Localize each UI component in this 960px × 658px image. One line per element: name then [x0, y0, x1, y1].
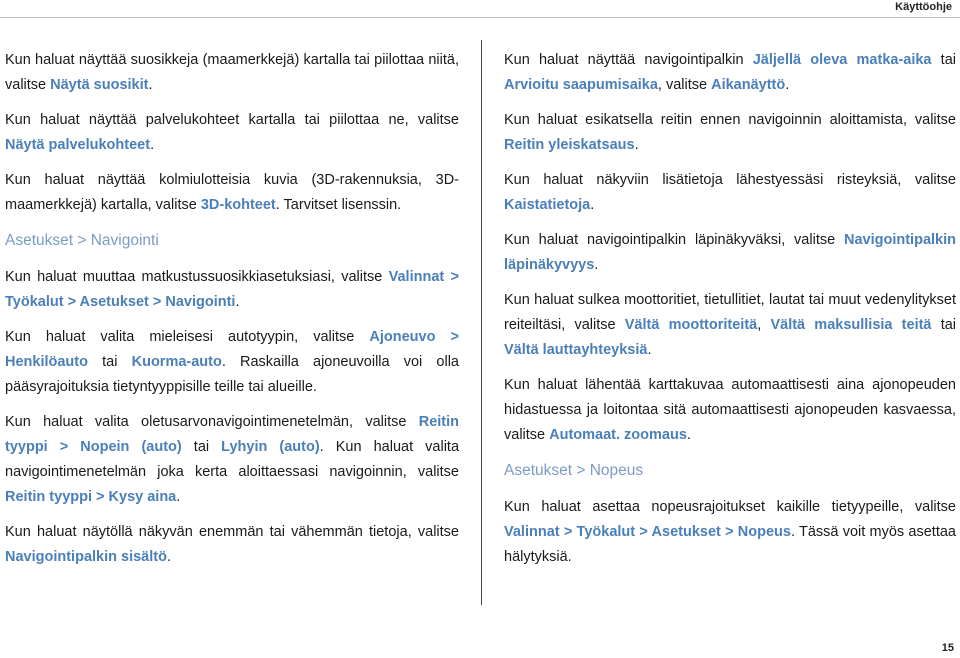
paragraph-3d: Kun haluat näyttää kolmiulotteisia kuvia (3D-rakennuksia, 3D-maamerkkejä) kartalla, valitse 3D-kohteet. Tarvitset lisenssin. [5, 172, 459, 213]
option-vehicle-car: Ajoneuvo > Henkilöauto [5, 329, 459, 370]
paragraph-favourites: Kun haluat näyttää suosikkeja (maamerkkejä) kartalla tai piilottaa niitä, valitse Näytä suosikit. [5, 52, 459, 93]
option-3d-objects: 3D-kohteet [200, 197, 276, 213]
option-navbar-transparency: Navigointipalkin läpinäkyvyys [504, 232, 956, 273]
option-avoid-toll-roads: Vältä maksullisia teitä [770, 317, 932, 333]
section-heading-navigation: Asetukset > Navigointi [5, 232, 159, 249]
option-truck: Kuorma-auto [131, 354, 222, 370]
menu-path-speed: Valinnat > Työkalut > Asetukset > Nopeus [504, 524, 791, 540]
option-avoid-motorways: Vältä moottoriteitä [624, 317, 758, 333]
option-show-service-points: Näytä palvelukohteet [5, 137, 151, 153]
option-route-shortest: Lyhyin (auto) [221, 439, 320, 455]
document-title: Käyttöohje [895, 1, 952, 13]
option-navbar-content: Navigointipalkin sisältö [5, 549, 167, 565]
paragraph-navbar-transparency: Kun haluat navigointipalkin läpinäkyväksi, valitse Navigointipalkin läpinäkyvyys. [504, 232, 956, 273]
menu-path-navigation: Valinnat > Työkalut > Asetukset > Navigointi [5, 269, 459, 310]
option-avoid-ferries: Vältä lauttayhteyksiä [504, 342, 648, 358]
paragraph-navigation-settings: Kun haluat muuttaa matkustussuosikkiasetuksiasi, valitse Valinnat > Työkalut > Asetukset > Navigointi. [5, 269, 459, 310]
option-auto-zoom: Automaat. zoomaus [549, 427, 687, 443]
paragraph-route-type: Kun haluat valita oletusarvonavigointimenetelmän, valitse Reitin tyyppi > Nopein (auto) tai Lyhyin (auto). Kun haluat valita navigointimenetelmän joka kerta aloittaessasi navigoinnin, valitse Reitin tyyppi > Kysy aina. [5, 414, 460, 505]
paragraph-avoid: Kun haluat sulkea moottoritiet, tietullitiet, lautat tai muut vedenylitykset reiteiltäsi, valitse Vältä moottoriteitä, Vältä maksullisia teitä tai Vältä lauttayhteyksiä. [504, 292, 957, 358]
option-remaining-time: Jäljellä oleva matka-aika [752, 52, 932, 68]
option-route-overview: Reitin yleiskatsaus [504, 137, 635, 153]
paragraph-lane-info: Kun haluat näkyviin lisätietoja lähestyessäsi risteyksiä, valitse Kaistatietoja. [504, 172, 956, 213]
right-column [504, 48, 956, 580]
option-eta: Arvioitu saapumisaika [504, 77, 658, 93]
paragraph-auto-zoom: Kun haluat lähentää karttakuvaa automaattisesti aina ajonopeuden hidastuessa ja loitontaa sitä automaattisesti ajonopeuden kasvaessa, valitse Automaat. zoomaus. [504, 377, 956, 443]
option-route-always-ask: Reitin tyyppi > Kysy aina [5, 489, 177, 505]
page-number: 15 [941, 642, 954, 654]
paragraph-time-display: Kun haluat näyttää navigointipalkin Jäljellä oleva matka-aika tai Arvioitu saapumisaika, valitse Aikanäyttö. [504, 52, 956, 93]
paragraph-vehicle: Kun haluat valita mieleisesi autotyypin, valitse Ajoneuvo > Henkilöauto tai Kuorma-auto. Raskailla ajoneuvoilla voi olla pääsyrajoituksia tietyntyyppisille teille tai alueille. [5, 329, 459, 395]
left-column [5, 48, 459, 580]
section-heading-speed: Asetukset > Nopeus [504, 462, 644, 479]
header-divider [0, 17, 960, 18]
column-divider [481, 40, 482, 605]
paragraph-navbar-content: Kun haluat näytöllä näkyvän enemmän tai vähemmän tietoja, valitse Navigointipalkin sisältö. [5, 524, 459, 565]
option-route-fastest: Reitin tyyppi > Nopein (auto) [5, 414, 459, 455]
option-time-display: Aikanäyttö [711, 77, 786, 93]
paragraph-speed-limits: Kun haluat asettaa nopeusrajoitukset kaikille tietyypeille, valitse Valinnat > Työkalut > Asetukset > Nopeus. Tässä voit myös asettaa hälytyksiä. [504, 499, 956, 565]
option-lane-info: Kaistatietoja [504, 197, 591, 213]
option-show-favourites: Näytä suosikit [50, 77, 149, 93]
paragraph-route-overview: Kun haluat esikatsella reitin ennen navigoinnin aloittamista, valitse Reitin yleiskatsaus. [504, 112, 956, 153]
paragraph-service-points: Kun haluat näyttää palvelukohteet kartalla tai piilottaa ne, valitse Näytä palvelukohteet. [5, 112, 459, 153]
